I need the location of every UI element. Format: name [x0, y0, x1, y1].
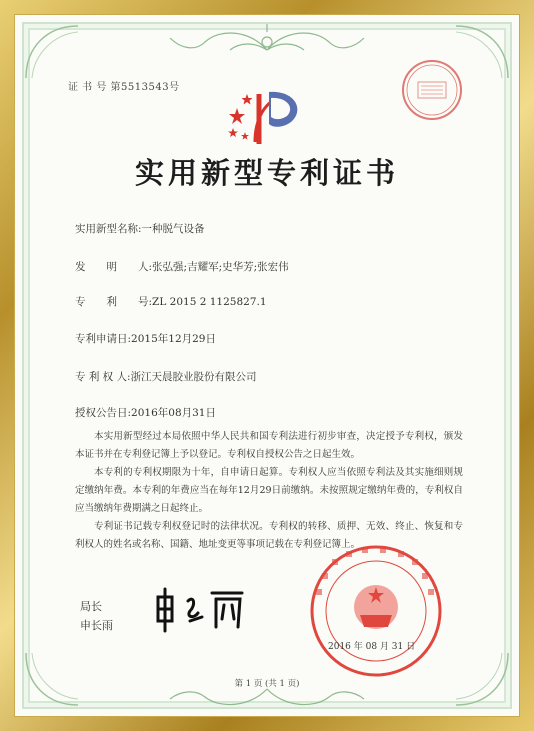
field-value: 2016年08月31日: [131, 407, 216, 419]
field-utility-model-name: [75, 221, 205, 236]
field-label: 授权公告日:: [75, 407, 132, 419]
page-footer: 第 1 页 (共 1 页): [234, 679, 300, 689]
field-inventors: [75, 259, 289, 274]
field-value: 浙江天晨胶业股份有限公司: [130, 371, 257, 383]
field-value: 张弘强;吉耀军;史华芳;张宏伟: [152, 261, 289, 273]
field-patentee: [75, 369, 257, 384]
field-label: 专 利 号:: [75, 296, 153, 308]
field-application-date: [75, 331, 216, 346]
signatory-name: 申长雨: [80, 619, 113, 632]
field-label: 实用新型名称:: [75, 223, 142, 235]
field-grant-date: [75, 405, 216, 420]
field-label: 专 利 权 人:: [75, 371, 131, 383]
field-patent-number: [75, 294, 267, 309]
signatory-title: 局长: [80, 600, 102, 613]
certificate-number: 证 书 号 第5513543号: [68, 82, 180, 93]
seal-date: 2016 年 08 月 31 日: [328, 642, 416, 652]
body-paragraph: 本专利的专利权期限为十年，自申请日起算。专利权人应当依照专利法及其实施细则规定缴纳年费。本专利的年费应当在每年12月29日前缴纳。未按照规定缴纳年费的，专利权自应当缴纳年费期满之日起终止。: [75, 467, 463, 514]
field-value: ZL 2015 2 1125827.1: [152, 296, 267, 308]
field-value: 一种脱气设备: [141, 223, 205, 235]
field-label: 专利申请日:: [75, 333, 132, 345]
certificate-title: 实用新型专利证书: [134, 156, 399, 190]
certificate-body: [75, 428, 463, 554]
body-paragraph: 专利证书记载专利权登记时的法律状况。专利权的转移、质押、无效、终止、恢复和专利权人的姓名或名称、国籍、地址变更等事项记载在专利登记簿上。: [75, 521, 463, 550]
body-paragraph: 本实用新型经过本局依照中华人民共和国专利法进行初步审查，决定授予专利权，颁发本证书并在专利登记簿上予以登记。专利权自授权公告之日起生效。: [75, 431, 463, 460]
field-label: 发 明 人:: [75, 261, 153, 273]
field-value: 2015年12月29日: [131, 333, 216, 345]
